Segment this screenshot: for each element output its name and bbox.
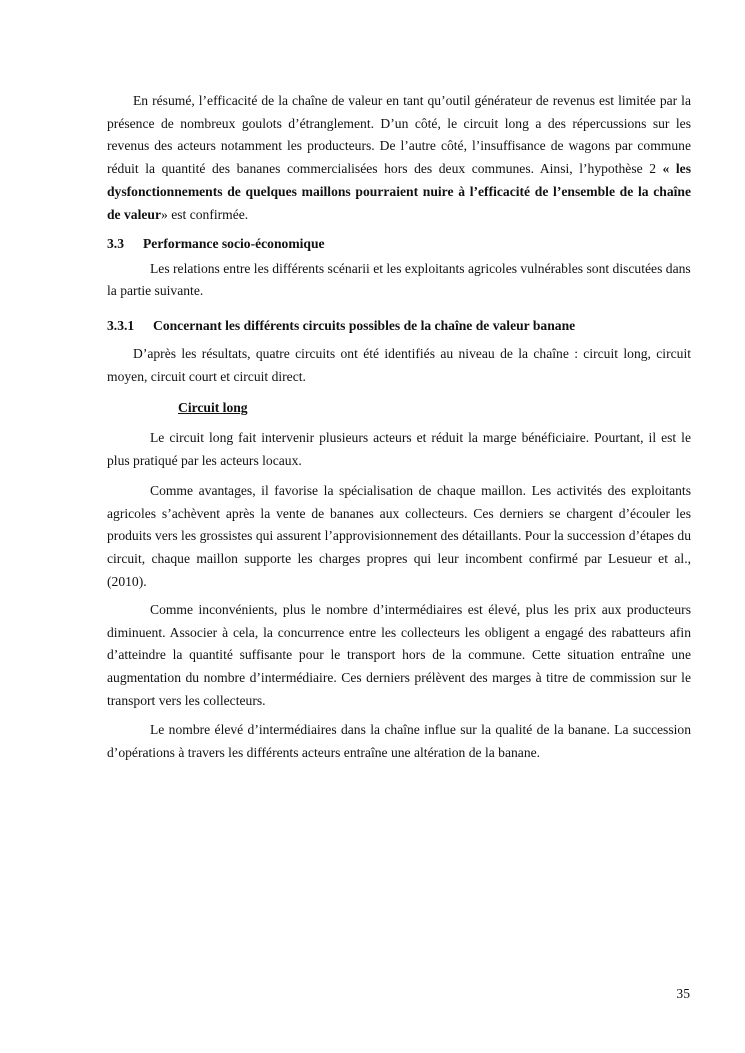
section-3-3-1-intro: D’après les résultats, quatre circuits ont été identifiés au niveau de la chaîne : circuit long, circuit moyen, circuit court et circuit direct.: [107, 346, 691, 384]
section-3-3-1-heading: [107, 316, 691, 336]
summary-text: En résumé, l’efficacité de la chaîne de valeur en tant qu’outil générateur de revenus est limitée par la présence de nombreux goulots d’étranglement. D’un côté, le circuit long a des répercussions sur les revenus des acteurs notamment les producteurs. De l’autre côté, l’insuffisance de wagons par commune réduit la quantité des bananes commercialisées hors des deux communes. Ainsi, l’hypothèse 2: [107, 93, 691, 177]
summary-paragraph: [107, 90, 691, 226]
circuit-long-subtitle: Circuit long: [178, 400, 248, 415]
circuit-long-advantages-paragraph: Comme avantages, il favorise la spécialisation de chaque maillon. Les activités des exploitants agricoles s’achèvent après la vente de bananes aux collecteurs. Ces derniers se chargent d’écouler les produits vers les grossistes qui assurent l’approvisionnement des détaillants. Pour la succession d’étapes du circuit, chaque maillon supporte les charges propres qui leur incombent confirmé par Lesueur et al., (2010).: [107, 483, 691, 589]
section-3-3-heading: [107, 234, 691, 254]
circuit-long-disadvantages-paragraph: Comme inconvénients, plus le nombre d’intermédiaires est élevé, plus les prix aux producteurs diminuent. Associer à cela, la concurrence entre les collecteurs les obligent a engagé des rabatteurs afin d’atteindre la quantité suffisante pour le transport hors de la commune. Cette situation entraîne une augmentation du nombre d’intermédiaire. Ces derniers prélèvent des marges à titre de commission sur le transport vers les collecteurs.: [107, 602, 691, 708]
section-3-3-intro: Les relations entre les différents scénarii et les exploitants agricoles vulnérables sont discutées dans la partie suivante.: [107, 261, 691, 298]
page-number: 35: [676, 986, 690, 1001]
section-3-3-1-title: Concernant les différents circuits possibles de la chaîne de valeur banane: [153, 318, 576, 333]
section-3-3-1-number: 3.3.1: [107, 318, 135, 333]
section-3-3-title: Performance socio-économique: [143, 236, 325, 251]
circuit-long-quality-paragraph: Le nombre élevé d’intermédiaires dans la chaîne influe sur la qualité de la banane. La succession d’opérations à travers les différents acteurs entraîne une altération de la banane.: [107, 722, 691, 760]
hypothesis-quote: « les dysfonctionnements de quelques maillons pourraient nuire à l’efficacité de l’ensemble de la chaîne de valeur: [107, 161, 691, 222]
circuit-long-paragraph-1: Le circuit long fait intervenir plusieurs acteurs et réduit la marge bénéficiaire. Pourtant, il est le plus pratiqué par les acteurs locaux.: [107, 430, 691, 468]
section-3-3-number: 3.3: [107, 236, 124, 251]
summary-conclusion: » est confirmée.: [161, 206, 249, 222]
